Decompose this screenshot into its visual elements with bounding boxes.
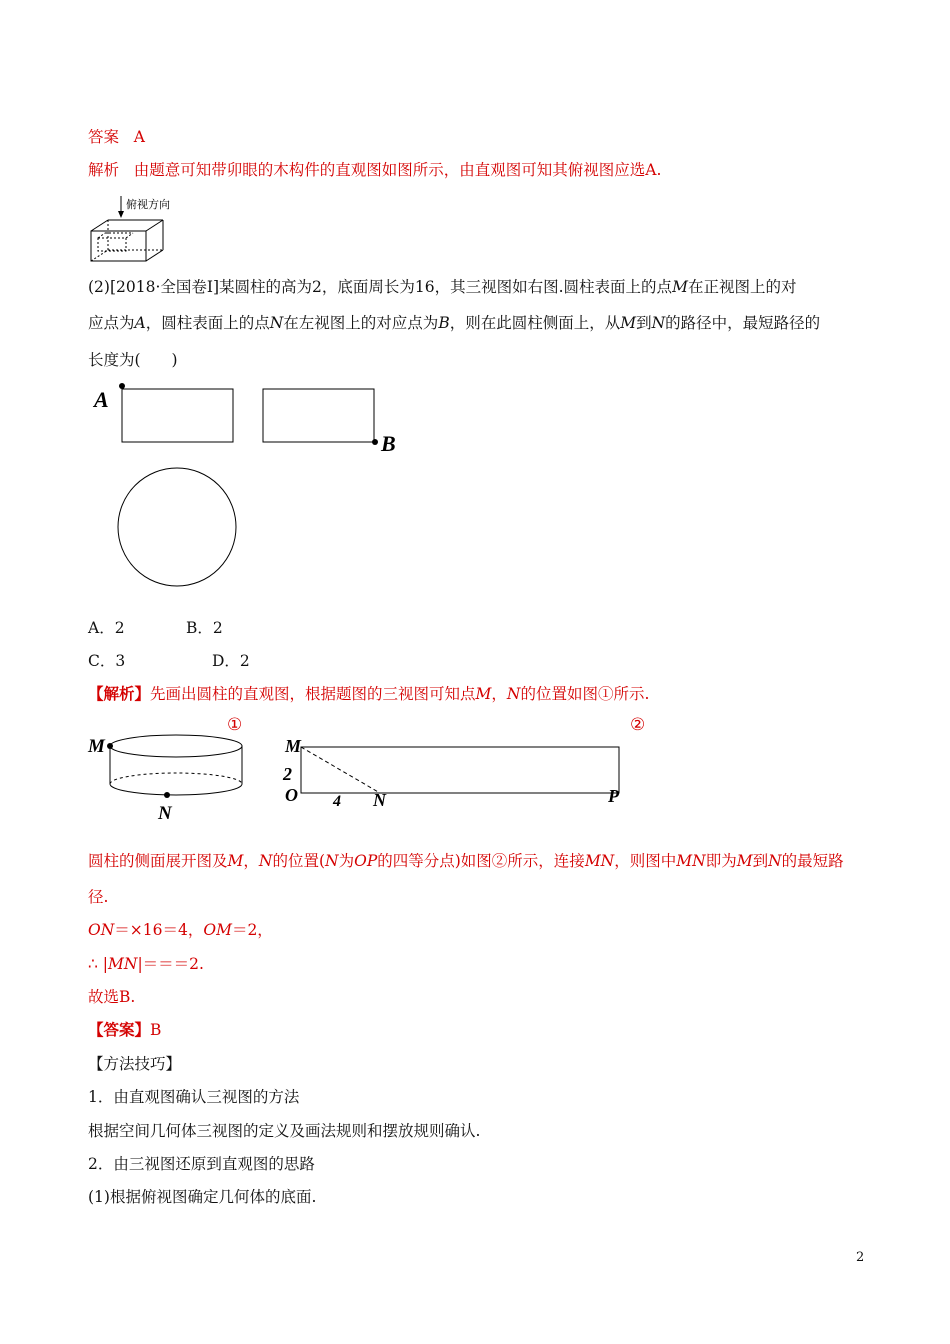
solution-text: 先画出圆柱的直观图，根据题图的三视图可知点 <box>150 685 476 703</box>
figure-1-label: ① <box>227 715 243 735</box>
var-N: N <box>768 852 782 870</box>
option-c: C．3 <box>88 652 126 670</box>
point-M-label: M <box>88 736 105 757</box>
explain-line-1 <box>88 851 844 871</box>
option-d: D．2 <box>212 652 250 670</box>
point-P-label: P <box>608 786 619 806</box>
answer2-value: B <box>150 1021 162 1039</box>
answer-line <box>88 127 145 147</box>
equation-text: ∴ | <box>88 955 109 973</box>
method-item-2 <box>88 1154 315 1174</box>
question-line-1 <box>88 277 796 297</box>
point-B-label: B <box>381 431 396 456</box>
unfold-figure <box>283 708 663 818</box>
question-text: 在正视图上的对 <box>687 278 797 296</box>
options-row-1 <box>88 618 223 638</box>
question-text: 在左视图上的对应点为 <box>283 314 439 332</box>
explain-text: 为 <box>338 852 355 870</box>
mortise-figure <box>88 193 198 268</box>
explain-text: 径. <box>88 888 109 906</box>
var-N: N <box>258 852 273 870</box>
cylinder-figure <box>86 708 256 828</box>
var-M: M <box>736 852 753 870</box>
var-MN: MN <box>108 955 138 973</box>
separator: ， <box>243 852 259 870</box>
figure-2-label: ② <box>630 715 646 735</box>
question-text: (2)[2018·全国卷Ⅰ]某圆柱的高为2，底面周长为16，其三视图如右图.圆柱表面上的点 <box>88 278 673 296</box>
var-N: N <box>325 852 339 870</box>
equation-line-1 <box>88 920 273 940</box>
three-views-figure <box>90 380 420 600</box>
point-O-label: O <box>285 785 298 805</box>
var-N: N <box>269 314 284 332</box>
explain-line-2 <box>88 887 108 907</box>
view-direction-label: 俯视方向 <box>126 198 170 211</box>
method-item-1 <box>88 1087 299 1107</box>
explain-text: 的最短路 <box>781 852 844 870</box>
var-OM: OM <box>203 921 232 939</box>
options-row-2 <box>88 651 250 671</box>
separator: ， <box>491 685 507 703</box>
explain-text: 到 <box>752 852 769 870</box>
option-a: A．2 <box>88 619 125 637</box>
question-line-3 <box>88 350 178 370</box>
method-title-text: 【方法技巧】 <box>88 1055 182 1073</box>
height-label: 2 <box>283 764 292 784</box>
answer2-label: 【答案】 <box>88 1020 151 1039</box>
answer-label: 答案 <box>88 128 120 146</box>
top-view <box>118 468 236 586</box>
point-M-label: M <box>285 736 302 756</box>
equation-text: ＝2， <box>231 921 273 939</box>
answer-value: A <box>133 128 145 146</box>
analysis-label: 解析 <box>88 161 120 179</box>
method-item-2-detail-text: (1)根据俯视图确定几何体的底面. <box>88 1188 317 1206</box>
equation-line-2 <box>88 954 204 974</box>
var-MN: MN <box>584 852 615 870</box>
var-A: A <box>134 314 146 332</box>
method-item-1-text: 1．由直观图确认三视图的方法 <box>88 1088 300 1106</box>
question-text: 到 <box>636 314 652 332</box>
method-item-1-detail <box>88 1121 480 1141</box>
question-line-2 <box>88 313 820 333</box>
analysis-text: 由题意可知带卯眼的木构件的直观图如图所示，由直观图可知其俯视图应选A. <box>133 161 662 179</box>
var-M: M <box>620 314 637 332</box>
analysis-line <box>88 160 661 180</box>
point-N-label: N <box>158 803 172 824</box>
question-text: 应点为 <box>88 314 135 332</box>
solution-line <box>88 684 649 704</box>
point-N-label: N <box>373 790 386 810</box>
side-view <box>263 389 374 442</box>
var-N: N <box>506 685 521 703</box>
var-MN: MN <box>676 852 706 870</box>
choose-line <box>88 987 135 1007</box>
var-B: B <box>438 314 450 332</box>
var-ON: ON <box>88 921 115 939</box>
equation-text: ＝×16＝4， <box>114 921 204 939</box>
explain-text: ，则图中 <box>614 852 677 870</box>
method-title <box>88 1054 181 1074</box>
method-item-2-detail <box>88 1187 316 1207</box>
explain-text: 的位置( <box>272 852 326 870</box>
var-OP: OP <box>354 852 378 870</box>
method-item-2-text: 2．由三视图还原到直观图的思路 <box>88 1155 315 1173</box>
question-text: ，圆柱表面上的点 <box>145 314 270 332</box>
question-text: 的路径中，最短路径的 <box>665 314 821 332</box>
var-M: M <box>475 685 492 703</box>
length-label: 4 <box>333 793 341 810</box>
solution-label: 【解析】 <box>88 684 151 703</box>
method-item-1-detail-text: 根据空间几何体三视图的定义及画法规则和摆放规则确认. <box>88 1122 481 1140</box>
explain-text: 圆柱的侧面展开图及 <box>88 852 228 870</box>
equation-text: |＝＝＝2. <box>137 955 204 973</box>
var-N: N <box>651 314 666 332</box>
point-A-label: A <box>94 387 109 412</box>
solution-text: 的位置如图①所示. <box>520 685 650 703</box>
front-view <box>122 389 233 442</box>
question-text: 长度为( ) <box>88 351 178 369</box>
option-b: B．2 <box>186 619 223 637</box>
choose-text: 故选B. <box>88 988 136 1006</box>
var-M: M <box>672 278 688 296</box>
question-text: ，则在此圆柱侧面上，从 <box>449 314 621 332</box>
page-number: 2 <box>856 1250 865 1265</box>
answer2-line <box>88 1020 161 1040</box>
explain-text: 即为 <box>705 852 737 870</box>
var-M: M <box>227 852 244 870</box>
explain-text: 的四等分点)如图②所示，连接 <box>377 852 585 870</box>
